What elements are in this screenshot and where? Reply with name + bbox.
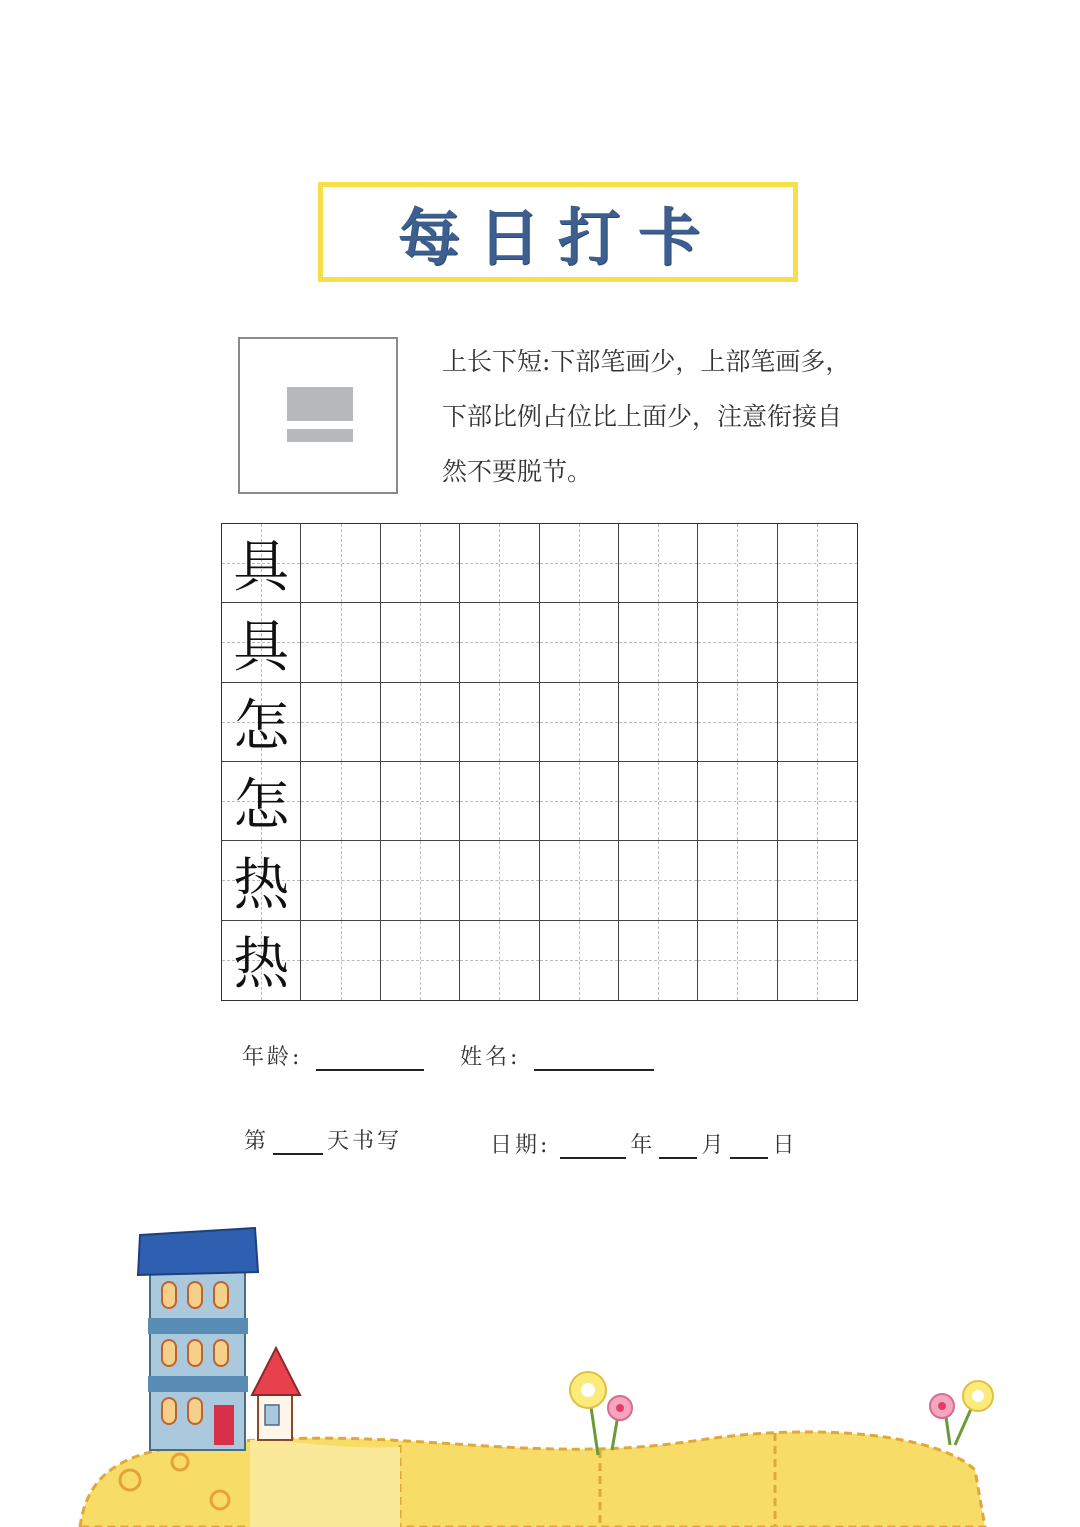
practice-cell[interactable] (540, 762, 619, 841)
model-character: 热 (233, 852, 290, 918)
model-character-cell (222, 524, 301, 603)
practice-cell[interactable] (540, 921, 619, 1000)
date-field (490, 1128, 797, 1159)
date-label: 日期: (490, 1133, 551, 1158)
practice-cell[interactable] (619, 524, 698, 603)
name-field (460, 1040, 658, 1071)
practice-cell[interactable] (301, 524, 380, 603)
model-character-cell (222, 762, 301, 841)
practice-cell[interactable] (460, 841, 539, 920)
title-banner (318, 182, 798, 282)
model-character: 热 (233, 932, 290, 998)
practice-cell[interactable] (381, 683, 460, 762)
day-count-field (244, 1124, 402, 1155)
practice-cell[interactable] (381, 841, 460, 920)
practice-cell[interactable] (301, 841, 380, 920)
practice-cell[interactable] (460, 683, 539, 762)
day-input-line[interactable] (730, 1135, 768, 1159)
practice-cell[interactable] (698, 921, 777, 1000)
practice-cell[interactable] (460, 524, 539, 603)
age-field (242, 1040, 428, 1071)
practice-cell[interactable] (540, 841, 619, 920)
practice-cell[interactable] (460, 762, 539, 841)
practice-cell[interactable] (698, 841, 777, 920)
structure-description: 上长下短:下部笔画少，上部笔画多，下部比例占位比上面少，注意衔接自然不要脱节。 (442, 347, 851, 486)
practice-cell[interactable] (619, 921, 698, 1000)
page-title: 每日打卡 (397, 200, 718, 274)
year-input-line[interactable] (560, 1135, 626, 1159)
practice-cell[interactable] (301, 762, 380, 841)
model-upper-part (287, 387, 353, 421)
practice-cell[interactable] (698, 683, 777, 762)
practice-cell[interactable] (381, 762, 460, 841)
age-label: 年龄: (242, 1045, 303, 1070)
practice-cell[interactable] (619, 683, 698, 762)
tall-building (138, 1228, 258, 1450)
model-character-cell (222, 683, 301, 762)
practice-cell[interactable] (301, 683, 380, 762)
practice-cell[interactable] (301, 603, 380, 682)
practice-cell[interactable] (698, 762, 777, 841)
model-character-cell (222, 841, 301, 920)
practice-cell[interactable] (381, 524, 460, 603)
practice-grid (221, 523, 858, 1001)
model-lower-part (287, 429, 353, 442)
day-prefix: 第 (244, 1129, 270, 1154)
age-input-line[interactable] (316, 1047, 424, 1071)
practice-cell[interactable] (540, 524, 619, 603)
month-input-line[interactable] (659, 1135, 697, 1159)
name-input-line[interactable] (534, 1047, 654, 1071)
flowers-right (930, 1381, 993, 1445)
model-character-cell (222, 921, 301, 1000)
practice-cell[interactable] (619, 762, 698, 841)
day-suffix: 天书写 (327, 1129, 403, 1154)
decorative-landscape (0, 1200, 1080, 1527)
month-label: 月 (701, 1133, 727, 1158)
practice-cell[interactable] (778, 841, 857, 920)
model-character: 怎 (233, 693, 290, 759)
model-character: 具 (233, 535, 290, 601)
practice-cell[interactable] (698, 603, 777, 682)
practice-cell[interactable] (698, 524, 777, 603)
practice-cell[interactable] (381, 921, 460, 1000)
structure-model-box (238, 337, 398, 494)
day-count-input-line[interactable] (273, 1131, 323, 1155)
small-house (252, 1348, 300, 1440)
practice-cell[interactable] (619, 841, 698, 920)
flowers-left (570, 1372, 632, 1455)
practice-cell[interactable] (778, 762, 857, 841)
practice-cell[interactable] (460, 603, 539, 682)
practice-cell[interactable] (540, 683, 619, 762)
practice-cell[interactable] (778, 921, 857, 1000)
practice-cell[interactable] (778, 603, 857, 682)
day-label: 日 (772, 1133, 798, 1158)
practice-cell[interactable] (778, 683, 857, 762)
model-character-cell (222, 603, 301, 682)
practice-cell[interactable] (460, 921, 539, 1000)
practice-cell[interactable] (301, 921, 380, 1000)
practice-cell[interactable] (540, 603, 619, 682)
name-label: 姓名: (460, 1045, 521, 1070)
model-character: 具 (233, 614, 290, 680)
practice-cell[interactable] (381, 603, 460, 682)
practice-cell[interactable] (778, 524, 857, 603)
year-label: 年 (630, 1133, 656, 1158)
model-character: 怎 (233, 773, 290, 839)
practice-cell[interactable] (619, 603, 698, 682)
